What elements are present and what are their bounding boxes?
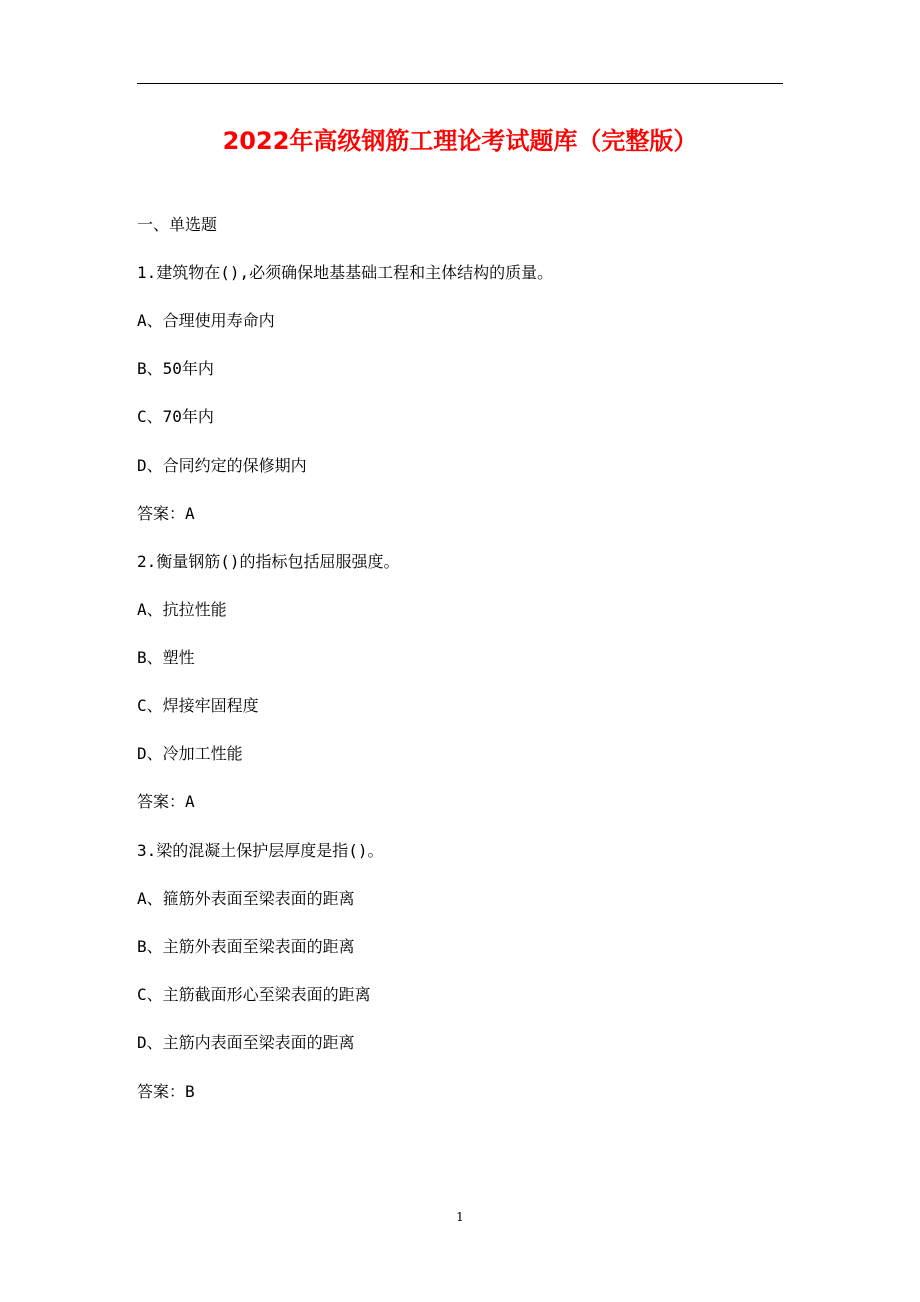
- option-a: A、箍筋外表面至梁表面的距离: [137, 889, 355, 908]
- question-stem: 3.梁的混凝土保护层厚度是指()。: [137, 841, 384, 860]
- option-c: C、焊接牢固程度: [137, 696, 259, 715]
- option-d: D、冷加工性能: [137, 744, 243, 763]
- answer: 答案：B: [137, 1082, 195, 1101]
- option-b: B、主筋外表面至梁表面的距离: [137, 937, 355, 956]
- option-b: B、50年内: [137, 359, 214, 378]
- question-stem: 2.衡量钢筋()的指标包括屈服强度。: [137, 552, 400, 571]
- section-heading: 一、单选题: [137, 215, 218, 234]
- option-a: A、合理使用寿命内: [137, 311, 275, 330]
- answer: 答案：A: [137, 504, 195, 523]
- header-rule: [137, 83, 783, 84]
- option-c: C、70年内: [137, 407, 214, 426]
- answer: 答案：A: [137, 792, 195, 811]
- option-a: A、抗拉性能: [137, 600, 227, 619]
- option-d: D、主筋内表面至梁表面的距离: [137, 1033, 355, 1052]
- page-number: 1: [456, 1210, 464, 1224]
- option-b: B、塑性: [137, 648, 195, 667]
- question-stem: 1.建筑物在(),必须确保地基基础工程和主体结构的质量。: [137, 263, 554, 282]
- option-d: D、合同约定的保修期内: [137, 456, 307, 475]
- document-title: 2022年高级钢筋工理论考试题库（完整版）: [222, 127, 698, 155]
- option-c: C、主筋截面形心至梁表面的距离: [137, 985, 371, 1004]
